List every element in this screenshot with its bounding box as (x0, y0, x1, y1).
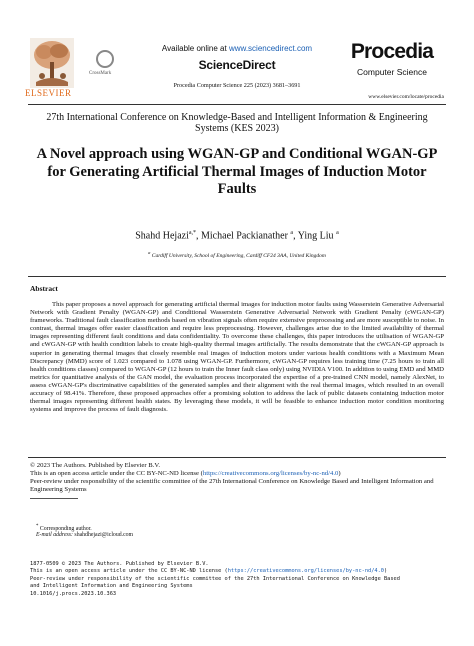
abstract-heading: Abstract (30, 284, 58, 293)
footer-block (30, 561, 444, 598)
license-suffix: ) (338, 470, 341, 478)
procedia-title: Procedia (350, 40, 434, 63)
footnote-divider (30, 498, 78, 499)
crossmark-label: CrossMark (89, 71, 112, 76)
paper-title: A Novel approach using WGAN-GP and Conditional WGAN-GP for Generating Artificial Thermal Images of Induction Motor Faults (36, 146, 438, 197)
available-prefix: Available online at (161, 44, 229, 53)
corresponding-label: Corresponding author. (38, 525, 92, 532)
footer-license-suffix: ) (383, 568, 388, 575)
author-2: , Michael Packianather (196, 230, 291, 242)
affiliation (0, 250, 474, 259)
copyright-divider (28, 457, 446, 458)
license-line (30, 470, 444, 478)
footer-issn: 1877-0509 © 2023 The Authors. Published by Elsevier B.V. (30, 561, 209, 567)
procedia-url[interactable]: www.elsevier.com/locate/procedia (368, 94, 444, 100)
abstract-divider (28, 276, 446, 277)
copyright-block (30, 462, 444, 494)
affiliation-text: Cardiff University, School of Engineering, Cardiff CF24 3AA, United Kingdom (150, 252, 326, 259)
peer-review-line: Peer-review under responsibility of the scientific committee of the 27th International Conference on Knowledge Based and Intelligent Information and Engineering Systems (30, 478, 434, 494)
abstract-body: This paper proposes a novel approach for generating artificial thermal images for induction motor faults using Wasserstein Generative Adversarial Network with Gradient Penalty (WGAN-GP) and Conditional Wasserstein Generative Adversarial Network with Gradient Penalty (cWGAN-GP) frameworks. Traditional fault classification methods based on vibration signals often require extensive preprocessing and are more susceptible to noise. In contrast, thermal images offer easier classification and require less preprocessing. However, challenges arise due to the limited availability of thermal images representing different fault conditions and data confidentiality. To overcome these challenges, this paper introduces the utilisation of WGAN-GP and cWGAN-GP with health condition labels to create high-quality thermal images artificially. The results demonstrate that the cWGAN-GP approach is superior in generating thermal images that closely resemble real images of induction motors under various health conditions with a Maximum Mean Discrepancy (MMD) score of 1.023 compared to 1.078 using WGAN-GP. Furthermore, cWGAN-GP requires less training time (7.25 hours to train all health conditions classes) compared to WGAN-GP (12 hours to train the Inner fault class only) using NVIDIA V100. In addition to using EMD and MMD metrics for quantitative analysis of the GAN model, the evaluation process incorporated the expertise of a pre-trained CNN model, namely AlexNet, to assess cWGAN-GP's discriminative capabilities of the generated samples and their alignment with the real thermal images, which resulted in an overall accuracy of 98.41%. Therefore, these proposed approaches offer a promising solution to address the lack of public datasets containing induction motor thermal images representing different health states. By leveraging these models, it will be feasible to enhance induction motor condition monitoring systems and improve the process of fault diagnosis. (30, 301, 444, 414)
author-3-marker: a (336, 230, 339, 236)
license-prefix: This is an open access article under the CC BY-NC-ND license ( (30, 470, 203, 478)
author-3: , Ying Liu (293, 230, 337, 242)
copyright-line: © 2023 The Authors. Published by Elsevier B.V. (30, 462, 161, 469)
sciencedirect-wordmark: ScienceDirect (198, 58, 276, 72)
email-address[interactable]: shahdhejazi@icloud.com (72, 532, 134, 538)
footer-peer-review-1: Peer-review under responsibility of the scientific committee of the 27th International Conference on Knowledge Based (30, 575, 400, 582)
header-divider (28, 104, 446, 105)
affiliation-marker: a (148, 250, 151, 255)
conference-name: 27th International Conference on Knowledge-Based and Intelligent Information & Engineering Systems (KES 2023) (46, 112, 428, 134)
email-label: E-mail address: (36, 532, 73, 538)
author-2-marker: a (290, 230, 294, 236)
procedia-subtitle: Computer Science (357, 67, 427, 77)
journal-citation: Procedia Computer Science 225 (2023) 3681–3691 (173, 82, 301, 89)
footer-peer-review-2: and Intelligent Information and Engineering Systems (30, 583, 193, 590)
sciencedirect-link[interactable]: www.sciencedirect.com (228, 44, 313, 53)
footer-doi[interactable]: 10.1016/j.procs.2023.10.363 (30, 590, 117, 597)
footer-license (30, 568, 444, 575)
author-1-marker: a,* (188, 230, 197, 236)
elsevier-wordmark: ELSEVIER (25, 88, 72, 98)
footer-license-prefix: This is an open access article under the CC BY-NC-ND license ( (30, 568, 228, 575)
license-link[interactable]: https://creativecommons.org/licenses/by-nc-nd/4.0 (202, 470, 339, 478)
corresponding-mark: * (36, 524, 39, 529)
footer-license-link[interactable]: https://creativecommons.org/licenses/by-nc-nd/4.0 (227, 568, 384, 575)
author-1: Shahd Hejazi (135, 230, 189, 242)
corresponding-email-line (36, 531, 133, 539)
author-list (0, 230, 474, 241)
